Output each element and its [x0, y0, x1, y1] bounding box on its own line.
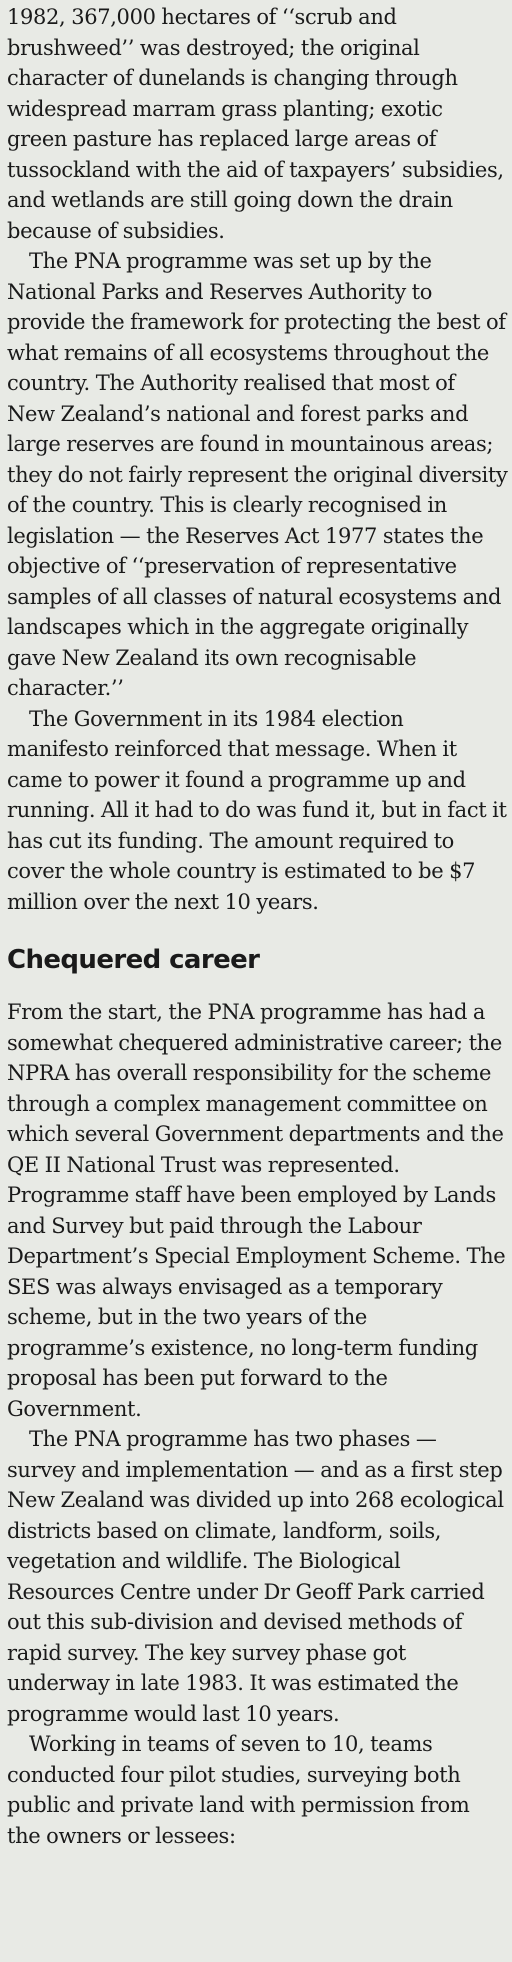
paragraph-government-funding: The Government in its 1984 election manifesto reinforced that message. When it came to power it found a programme up and running. All it had to do was fund it, but in fact it has cut its funding. The amount required to cover the whole country is estimated to be $7 million over the next 10 years. [7, 706, 507, 914]
paragraph-pna-framework: The PNA programme was set up by the National Parks and Reserves Authority to provide the framework for protecting the best of what remains of all ecosystems throughout the country. The Authority realised that most of New Zealand’s national and forest parks and large reserves are found in mountainous areas; they do not fairly represent the original diversity of the country. This is clearly recognised in legislation — the Reserves Act 1977 states the objective of ‘‘preservation of representative samples of all classes of natural ecosystems and landscapes which in the aggregate originally gave New Zealand its own recognisable character.’’ [7, 249, 508, 700]
paragraph-chequered-career: From the start, the PNA programme has had a somewhat chequered administrative career; the NPRA has overall responsibility for the scheme through a complex management committee on which several Government departments and the QE II National Trust was represented. Programme staff have been employed by Lands and Survey but paid through the Labour Department’s Special Employment Scheme. The SES was always envisaged as a temporary scheme, but in the two years of the programme’s existence, no long-term funding proposal has been put forward to the Government. [7, 1000, 506, 1421]
paragraph-scrub-destruction: 1982, 367,000 hectares of ‘‘scrub and brushweed’’ was destroyed; the original character of dunelands is changing through widespread marram grass planting; exotic green pasture has replaced large areas of tussockland with the aid of taxpayers’ subsidies, and wetlands are still going down the drain because of subsidies. [7, 5, 504, 243]
paragraph-programme-phases: The PNA programme has two phases — survey and implementation — and as a first step New Zealand was divided up into 268 ecological districts based on climate, landform, soils, vegetation and wildlife. The Biological Resources Centre under Dr Geoff Park carried out this sub-division and devised methods of rapid survey. The key survey phase got underway in late 1983. It was estimated the programme would last 10 years. [7, 1427, 504, 1726]
section-heading: Chequered career [7, 945, 260, 975]
paragraph-pilot-studies: Working in teams of seven to 10, teams conducted four pilot studies, surveying both public and private land with permission from the owners or lessees: [7, 1732, 470, 1848]
